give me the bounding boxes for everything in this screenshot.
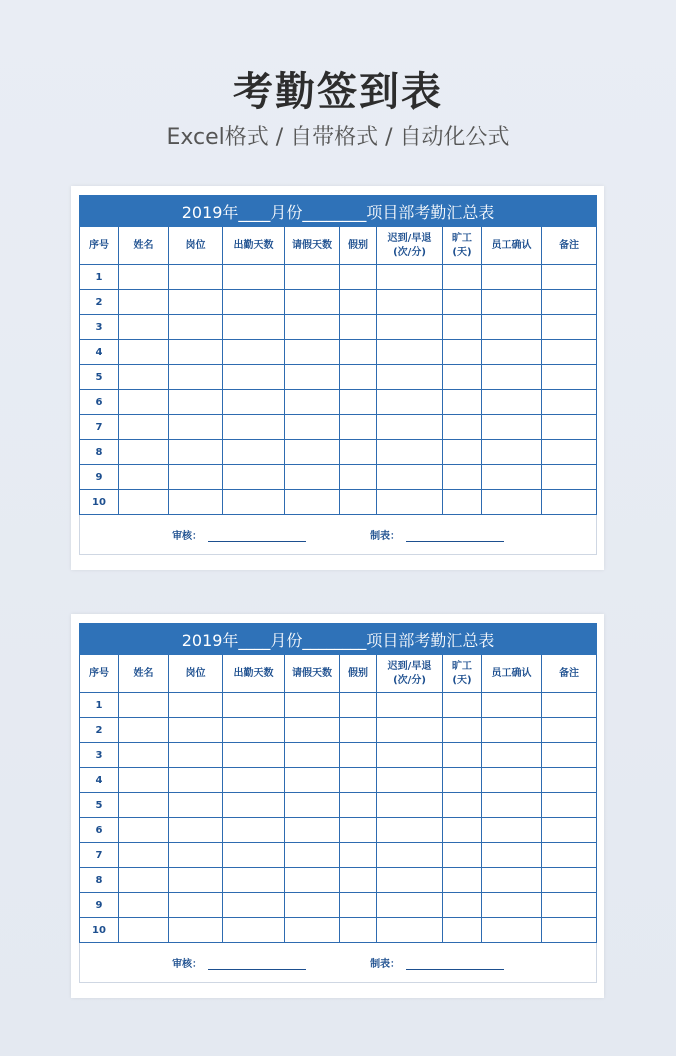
row-number: 1	[80, 265, 119, 290]
table-row	[80, 490, 597, 515]
table-cell[interactable]	[377, 793, 443, 818]
table-cell[interactable]	[119, 390, 169, 415]
table-row	[80, 843, 597, 868]
table-cell[interactable]	[169, 918, 223, 943]
table-cell[interactable]	[377, 365, 443, 390]
table-cell[interactable]	[542, 490, 597, 515]
table-cell[interactable]	[285, 893, 340, 918]
column-header: 请假天数	[285, 227, 340, 265]
table-row	[80, 768, 597, 793]
table-cell[interactable]	[443, 340, 482, 365]
column-header: 假别	[340, 655, 377, 693]
table-cell[interactable]	[223, 868, 285, 893]
table-cell[interactable]	[482, 290, 542, 315]
table-cell[interactable]	[169, 768, 223, 793]
column-header: 出勤天数	[223, 227, 285, 265]
table-cell[interactable]	[169, 893, 223, 918]
row-number: 5	[80, 793, 119, 818]
column-header: 姓名	[119, 227, 169, 265]
table-cell[interactable]	[542, 440, 597, 465]
row-number: 4	[80, 340, 119, 365]
table-cell[interactable]	[223, 718, 285, 743]
table-cell[interactable]	[285, 440, 340, 465]
table-cell[interactable]	[119, 440, 169, 465]
table-cell[interactable]	[377, 290, 443, 315]
column-header: 假别	[340, 227, 377, 265]
table-cell[interactable]	[443, 290, 482, 315]
table-cell[interactable]	[443, 415, 482, 440]
table-cell[interactable]	[285, 693, 340, 718]
table-cell[interactable]	[119, 365, 169, 390]
table-cell[interactable]	[119, 315, 169, 340]
row-number: 6	[80, 390, 119, 415]
table-cell[interactable]	[542, 918, 597, 943]
column-header: 旷工 (天)	[443, 227, 482, 265]
table-cell[interactable]	[340, 415, 377, 440]
row-number: 1	[80, 693, 119, 718]
table-cell[interactable]	[482, 768, 542, 793]
table-cell[interactable]	[340, 315, 377, 340]
table-cell[interactable]	[482, 793, 542, 818]
table-cell[interactable]	[377, 743, 443, 768]
table-cell[interactable]	[169, 365, 223, 390]
table-cell[interactable]	[223, 793, 285, 818]
row-number: 2	[80, 290, 119, 315]
table-cell[interactable]	[119, 893, 169, 918]
table-cell[interactable]	[443, 818, 482, 843]
table-cell[interactable]	[223, 465, 285, 490]
table-row	[80, 290, 597, 315]
table-cell[interactable]	[443, 315, 482, 340]
table-cell[interactable]	[223, 893, 285, 918]
table-cell[interactable]	[340, 265, 377, 290]
table-row	[80, 465, 597, 490]
row-number: 4	[80, 768, 119, 793]
table-cell[interactable]	[169, 290, 223, 315]
review-label: 审核：	[172, 531, 203, 542]
row-number: 10	[80, 490, 119, 515]
table-cell[interactable]	[223, 440, 285, 465]
table-cell[interactable]	[377, 315, 443, 340]
table-cell[interactable]	[169, 743, 223, 768]
table-cell[interactable]	[223, 365, 285, 390]
table-cell[interactable]	[119, 490, 169, 515]
table-row	[80, 868, 597, 893]
table-cell[interactable]	[377, 265, 443, 290]
column-header: 员工确认	[482, 227, 542, 265]
table-cell[interactable]	[223, 843, 285, 868]
table-cell[interactable]	[223, 743, 285, 768]
table-cell[interactable]	[169, 440, 223, 465]
table-cell[interactable]	[285, 465, 340, 490]
table-cell[interactable]	[223, 390, 285, 415]
table-cell[interactable]	[542, 843, 597, 868]
table-cell[interactable]	[443, 265, 482, 290]
row-number: 8	[80, 868, 119, 893]
table-cell[interactable]	[443, 490, 482, 515]
table-cell[interactable]	[542, 315, 597, 340]
table-cell[interactable]	[340, 793, 377, 818]
table-cell[interactable]	[119, 868, 169, 893]
column-header: 备注	[542, 655, 597, 693]
table-cell[interactable]	[169, 718, 223, 743]
table-row	[80, 390, 597, 415]
table-row	[80, 718, 597, 743]
table-cell[interactable]	[169, 793, 223, 818]
table-cell[interactable]	[169, 415, 223, 440]
table-cell[interactable]	[377, 490, 443, 515]
table-row	[80, 693, 597, 718]
review-signature-line[interactable]	[208, 957, 306, 970]
table-cell[interactable]	[443, 390, 482, 415]
table-cell[interactable]	[223, 768, 285, 793]
table-cell[interactable]	[482, 415, 542, 440]
table-cell[interactable]	[482, 315, 542, 340]
table-cell[interactable]	[285, 315, 340, 340]
table-row	[80, 440, 597, 465]
table-cell[interactable]	[169, 490, 223, 515]
table-cell[interactable]	[482, 818, 542, 843]
table-cell[interactable]	[285, 818, 340, 843]
table-cell[interactable]	[443, 843, 482, 868]
table-cell[interactable]	[169, 465, 223, 490]
table-cell[interactable]	[542, 340, 597, 365]
table-cell[interactable]	[223, 918, 285, 943]
table-cell[interactable]	[443, 440, 482, 465]
table-cell[interactable]	[169, 693, 223, 718]
maker-label: 制表：	[370, 959, 401, 970]
table-row	[80, 415, 597, 440]
table-cell[interactable]	[119, 265, 169, 290]
table-cell[interactable]	[377, 440, 443, 465]
table-cell[interactable]	[443, 868, 482, 893]
table-cell[interactable]	[340, 365, 377, 390]
table-cell[interactable]	[285, 793, 340, 818]
table-cell[interactable]	[223, 415, 285, 440]
table-row	[80, 893, 597, 918]
table-cell[interactable]	[377, 843, 443, 868]
table-cell[interactable]	[285, 290, 340, 315]
table-cell[interactable]	[377, 465, 443, 490]
table-cell[interactable]	[377, 868, 443, 893]
table-cell[interactable]	[542, 893, 597, 918]
table-cell[interactable]	[377, 390, 443, 415]
table-cell[interactable]	[482, 918, 542, 943]
table-cell[interactable]	[542, 868, 597, 893]
table-cell[interactable]	[223, 265, 285, 290]
table-cell[interactable]	[119, 290, 169, 315]
sheet-title: 2019年____月份________项目部考勤汇总表	[80, 624, 597, 655]
table-cell[interactable]	[340, 893, 377, 918]
table-cell[interactable]	[285, 718, 340, 743]
table-cell[interactable]	[119, 465, 169, 490]
row-number: 10	[80, 918, 119, 943]
table-cell[interactable]	[119, 693, 169, 718]
table-cell[interactable]	[223, 315, 285, 340]
table-cell[interactable]	[285, 743, 340, 768]
table-cell[interactable]	[377, 818, 443, 843]
column-header: 请假天数	[285, 655, 340, 693]
review-label: 审核：	[172, 959, 203, 970]
table-cell[interactable]	[443, 793, 482, 818]
maker-signature-line[interactable]	[406, 529, 504, 542]
table-cell[interactable]	[119, 793, 169, 818]
attendance-table	[79, 623, 597, 983]
signature-row	[80, 515, 597, 555]
table-cell[interactable]	[542, 818, 597, 843]
page-subtitle: Excel格式 / 自带格式 / 自动化公式	[166, 125, 510, 150]
table-cell[interactable]	[119, 415, 169, 440]
table-row	[80, 340, 597, 365]
table-cell[interactable]	[443, 893, 482, 918]
table-cell[interactable]	[482, 465, 542, 490]
table-cell[interactable]	[169, 265, 223, 290]
table-cell[interactable]	[340, 340, 377, 365]
column-header: 员工确认	[482, 655, 542, 693]
table-cell[interactable]	[285, 918, 340, 943]
table-cell[interactable]	[340, 843, 377, 868]
table-cell[interactable]	[285, 843, 340, 868]
row-number: 5	[80, 365, 119, 390]
table-cell[interactable]	[285, 490, 340, 515]
table-cell[interactable]	[285, 340, 340, 365]
table-cell[interactable]	[119, 843, 169, 868]
table-cell[interactable]	[482, 868, 542, 893]
table-cell[interactable]	[482, 265, 542, 290]
table-cell[interactable]	[285, 265, 340, 290]
table-cell[interactable]	[340, 390, 377, 415]
table-cell[interactable]	[542, 743, 597, 768]
table-cell[interactable]	[443, 365, 482, 390]
table-cell[interactable]	[169, 818, 223, 843]
review-signature-line[interactable]	[208, 529, 306, 542]
table-cell[interactable]	[482, 743, 542, 768]
row-number: 2	[80, 718, 119, 743]
table-cell[interactable]	[119, 818, 169, 843]
table-cell[interactable]	[169, 843, 223, 868]
table-cell[interactable]	[340, 918, 377, 943]
table-cell[interactable]	[169, 868, 223, 893]
table-cell[interactable]	[169, 315, 223, 340]
table-cell[interactable]	[223, 340, 285, 365]
table-cell[interactable]	[377, 718, 443, 743]
table-cell[interactable]	[340, 693, 377, 718]
table-cell[interactable]	[119, 718, 169, 743]
table-cell[interactable]	[443, 743, 482, 768]
column-header: 出勤天数	[223, 655, 285, 693]
column-header: 姓名	[119, 655, 169, 693]
table-cell[interactable]	[482, 893, 542, 918]
page-title: 考勤签到表	[233, 69, 443, 115]
table-cell[interactable]	[285, 390, 340, 415]
column-header: 岗位	[169, 655, 223, 693]
table-cell[interactable]	[482, 390, 542, 415]
row-number: 7	[80, 415, 119, 440]
maker-signature-line[interactable]	[406, 957, 504, 970]
row-number: 6	[80, 818, 119, 843]
table-cell[interactable]	[443, 718, 482, 743]
table-cell[interactable]	[285, 415, 340, 440]
table-cell[interactable]	[223, 818, 285, 843]
table-cell[interactable]	[285, 768, 340, 793]
table-cell[interactable]	[119, 340, 169, 365]
table-cell[interactable]	[340, 718, 377, 743]
row-number: 7	[80, 843, 119, 868]
row-number: 9	[80, 465, 119, 490]
table-cell[interactable]	[542, 793, 597, 818]
table-cell[interactable]	[443, 465, 482, 490]
table-cell[interactable]	[119, 918, 169, 943]
table-cell[interactable]	[340, 818, 377, 843]
table-cell[interactable]	[340, 290, 377, 315]
column-header: 序号	[80, 227, 119, 265]
table-cell[interactable]	[285, 868, 340, 893]
table-cell[interactable]	[542, 290, 597, 315]
table-cell[interactable]	[340, 490, 377, 515]
table-cell[interactable]	[482, 718, 542, 743]
table-cell[interactable]	[119, 768, 169, 793]
row-number: 3	[80, 315, 119, 340]
table-cell[interactable]	[443, 918, 482, 943]
column-header: 旷工 (天)	[443, 655, 482, 693]
table-cell[interactable]	[542, 365, 597, 390]
table-cell[interactable]	[169, 340, 223, 365]
row-number: 9	[80, 893, 119, 918]
row-number: 3	[80, 743, 119, 768]
table-cell[interactable]	[285, 365, 340, 390]
table-cell[interactable]	[482, 843, 542, 868]
column-header: 迟到/早退 (次/分)	[377, 655, 443, 693]
table-row	[80, 365, 597, 390]
table-cell[interactable]	[542, 265, 597, 290]
table-cell[interactable]	[223, 490, 285, 515]
table-cell[interactable]	[377, 768, 443, 793]
table-cell[interactable]	[377, 893, 443, 918]
table-cell[interactable]	[340, 440, 377, 465]
table-row	[80, 315, 597, 340]
table-cell[interactable]	[542, 415, 597, 440]
maker-label: 制表：	[370, 531, 401, 542]
sheet-title: 2019年____月份________项目部考勤汇总表	[80, 196, 597, 227]
table-cell[interactable]	[482, 490, 542, 515]
table-cell[interactable]	[542, 693, 597, 718]
row-number: 8	[80, 440, 119, 465]
table-cell[interactable]	[223, 693, 285, 718]
table-cell[interactable]	[377, 415, 443, 440]
table-cell[interactable]	[340, 768, 377, 793]
table-cell[interactable]	[443, 693, 482, 718]
table-row	[80, 743, 597, 768]
table-row	[80, 818, 597, 843]
table-cell[interactable]	[340, 868, 377, 893]
column-header: 岗位	[169, 227, 223, 265]
table-row	[80, 265, 597, 290]
table-cell[interactable]	[542, 465, 597, 490]
attendance-sheet-2	[71, 614, 604, 998]
table-cell[interactable]	[169, 390, 223, 415]
table-cell[interactable]	[482, 440, 542, 465]
table-cell[interactable]	[542, 768, 597, 793]
table-cell[interactable]	[482, 693, 542, 718]
table-cell[interactable]	[340, 465, 377, 490]
table-cell[interactable]	[119, 743, 169, 768]
table-cell[interactable]	[443, 768, 482, 793]
table-cell[interactable]	[482, 340, 542, 365]
signature-row	[80, 943, 597, 983]
table-cell[interactable]	[377, 340, 443, 365]
table-cell[interactable]	[223, 290, 285, 315]
table-row	[80, 793, 597, 818]
table-cell[interactable]	[377, 918, 443, 943]
attendance-table	[79, 195, 597, 555]
table-cell[interactable]	[542, 718, 597, 743]
column-header: 备注	[542, 227, 597, 265]
table-cell[interactable]	[377, 693, 443, 718]
table-cell[interactable]	[340, 743, 377, 768]
table-cell[interactable]	[482, 365, 542, 390]
column-header: 序号	[80, 655, 119, 693]
attendance-sheet-1	[71, 186, 604, 570]
table-row	[80, 918, 597, 943]
table-cell[interactable]	[542, 390, 597, 415]
column-header: 迟到/早退 (次/分)	[377, 227, 443, 265]
